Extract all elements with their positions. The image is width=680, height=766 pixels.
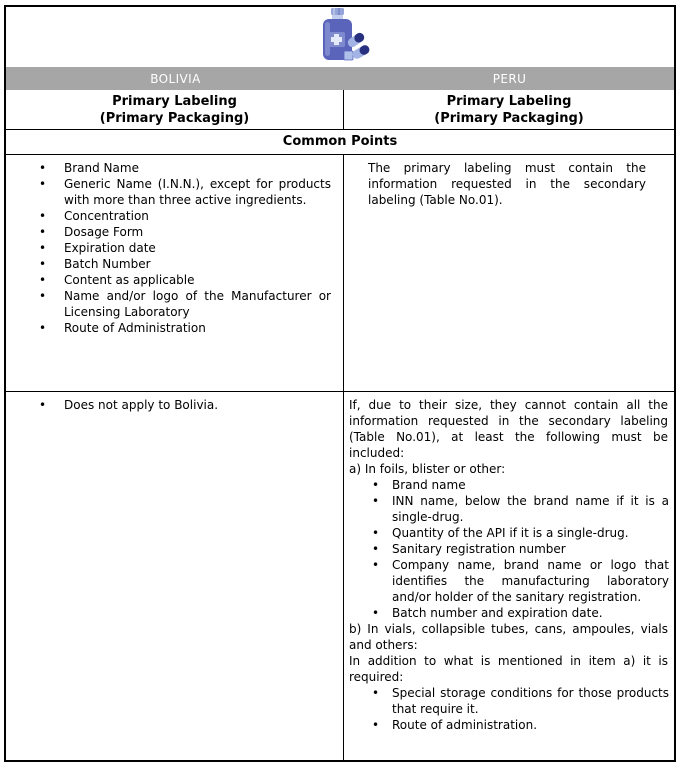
item-a-heading: a) In foils, blister or other: bbox=[349, 462, 506, 476]
bolivia-differences-list bbox=[6, 397, 343, 413]
list-item: • Route of administration. bbox=[344, 717, 674, 733]
subheader-bolivia bbox=[6, 90, 344, 129]
peru-common-cell bbox=[344, 155, 674, 391]
list-item: • Generic Name (I.N.N.), except for products with more than three active ingredients. bbox=[6, 176, 343, 208]
list-item: • Brand name bbox=[344, 477, 674, 493]
peru-differences-cell bbox=[344, 392, 674, 760]
list-item: • Concentration bbox=[6, 208, 343, 224]
list-item: • Quantity of the API if it is a single-drug. bbox=[344, 525, 674, 541]
comparison-table bbox=[4, 5, 676, 762]
list-item: • Batch number and expiration date. bbox=[344, 605, 674, 621]
subheader-peru-line1: Primary Labeling bbox=[446, 94, 572, 109]
list-item: • Name and/or logo of the Manufacturer or Licensing Laboratory bbox=[6, 288, 343, 320]
common-points-row bbox=[6, 155, 674, 392]
list-item: • Dosage Form bbox=[6, 224, 343, 240]
country-header-peru: PERU bbox=[492, 71, 527, 86]
list-item: • Brand Name bbox=[6, 160, 343, 176]
bolivia-common-list bbox=[6, 160, 343, 336]
icon-row bbox=[6, 7, 674, 67]
subheader-bolivia-line1: Primary Labeling bbox=[112, 94, 237, 109]
subheader-row bbox=[6, 90, 674, 130]
country-header-bolivia: BOLIVIA bbox=[150, 71, 201, 86]
list-item: • Does not apply to Bolivia. bbox=[6, 397, 343, 413]
list-item: • Content as applicable bbox=[6, 272, 343, 288]
list-item: • Expiration date bbox=[6, 240, 343, 256]
bolivia-common-cell bbox=[6, 155, 344, 391]
list-item: • Special storage conditions for those products that require it. bbox=[344, 685, 674, 717]
differences-row bbox=[6, 392, 674, 760]
item-b-heading: b) In vials, collapsible tubes, cans, ampoules, vials and others: bbox=[349, 622, 668, 652]
list-item: • Company name, brand name or logo that identifies the manufacturing laboratory and/or holder of the sanitary registration. bbox=[344, 557, 674, 605]
common-points-heading: Common Points bbox=[6, 130, 674, 155]
subheader-peru bbox=[344, 90, 674, 129]
peru-differences-intro: If, due to their size, they cannot contain all the information requested in the secondary labeling (Table No.01), at least the following must be included: bbox=[349, 398, 668, 460]
list-item: • INN name, below the brand name if it is a single-drug. bbox=[344, 493, 674, 525]
list-item: • Sanitary registration number bbox=[344, 541, 674, 557]
item-a-list bbox=[344, 477, 674, 621]
bolivia-differences-cell bbox=[6, 392, 344, 760]
medicine-bottle-icon bbox=[307, 7, 373, 67]
subheader-peru-line2: (Primary Packaging) bbox=[434, 111, 584, 126]
list-item: • Route of Administration bbox=[6, 320, 343, 336]
subheader-bolivia-line2: (Primary Packaging) bbox=[99, 111, 250, 126]
country-header-row bbox=[6, 67, 674, 90]
list-item: • Batch Number bbox=[6, 256, 343, 272]
item-b-list bbox=[344, 685, 674, 733]
item-b-intro: In addition to what is mentioned in item a) it is required: bbox=[349, 654, 668, 684]
peru-common-paragraph: The primary labeling must contain the information requested in the secondary labeling (Table No.01). bbox=[368, 161, 646, 207]
